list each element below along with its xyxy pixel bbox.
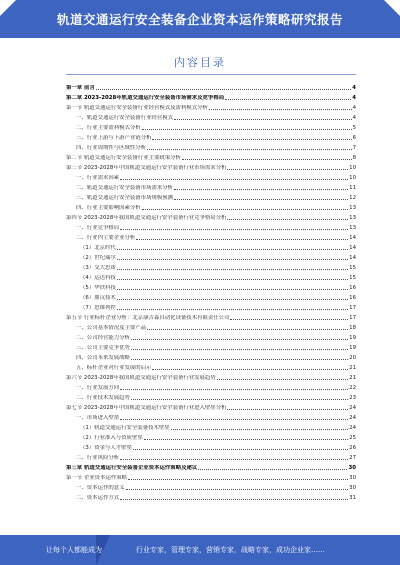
toc-entry-page: 17 [349,305,356,311]
toc-entry[interactable] [66,291,356,301]
toc-entry[interactable] [66,301,356,311]
toc-leader-dots [117,259,348,260]
toc-leader-dots [120,389,348,390]
toc-leader-dots [131,349,348,350]
toc-leader-dots [133,449,348,450]
toc-entry-page: 4 [352,115,356,121]
toc-entry-page: 4 [352,85,356,91]
toc-leader-dots [174,189,348,190]
toc-entry[interactable] [66,441,356,451]
toc-entry[interactable] [66,91,356,101]
toc-entry-text: （6）鼎汉技术 [80,295,116,301]
toc-leader-dots [126,489,349,490]
toc-entry-page: 21 [349,365,356,371]
toc-entry[interactable] [66,81,356,91]
toc-entry-page: 14 [349,235,356,241]
toc-leader-dots [117,309,348,310]
toc-entry[interactable] [66,271,356,281]
toc-leader-dots [147,329,348,330]
toc-entry[interactable] [66,251,356,261]
toc-entry-text: 一、行业竞争格局 [76,225,120,231]
toc-entry-page: 10 [349,175,356,181]
toc-entry-text: 第三节 2023-2028年中国轨道交通运行安全装备行业市场需求分析 [66,165,227,171]
toc-entry-page: 14 [349,255,356,261]
toc-entry-text: 四、行业周期性与区域性分析 [76,145,147,151]
toc-entry-page: 15 [349,275,356,281]
toc-entry-text: 第一节 企业资本运作策略 [66,475,128,481]
toc-leader-dots [198,469,347,470]
footer-slogan: 让每个人都能成为 [46,546,102,554]
toc-leader-dots [131,339,348,340]
toc-entry-page: 18 [349,325,356,331]
toc-leader-dots [225,99,351,100]
toc-entry-page: 27 [349,455,356,461]
toc-entry-page: 13 [349,215,356,221]
toc-leader-dots [147,149,351,150]
toc-entry-text: （4）运达科技 [80,275,116,281]
toc-entry-page: 19 [349,345,356,351]
toc-entry-text: 二、行业技术发展趋势 [76,395,130,401]
toc-entry[interactable] [66,411,356,421]
toc-leader-dots [144,439,348,440]
toc-entry-page: 21 [349,375,356,381]
toc-entry[interactable] [66,381,356,391]
toc-leader-dots [217,379,348,380]
report-header [0,0,400,38]
toc-entry[interactable] [66,341,356,351]
toc-entry-page: 24 [349,405,356,411]
toc-leader-dots [117,299,348,300]
toc-entry[interactable] [66,331,356,341]
toc-leader-dots [117,269,348,270]
toc-entry[interactable] [66,431,356,441]
toc-entry-text: 二、资本运作方式 [76,495,120,501]
toc-entry-page: 25 [349,435,356,441]
toc-entry-page: 24 [349,425,356,431]
toc-entry-text: 第四节 2023-2028年我国轨道交通运行安全装备行业竞争格局分析 [66,215,227,221]
toc-entry-page: 6 [352,135,356,141]
toc-leader-dots [142,129,352,130]
toc-entry-text: 第三章 轨道交通运行安全装备企业资本运作策略及建议 [66,465,198,471]
toc-entry[interactable] [66,161,356,171]
toc-entry-text: （1）北京时代 [80,245,116,251]
toc-entry-page: 16 [349,295,356,301]
toc-entry-text: 二、行业风险分析 [76,455,120,461]
toc-entry-text: （3）交大思诺 [80,265,116,271]
toc-entry-page: 16 [349,285,356,291]
toc-entry[interactable] [66,281,356,291]
toc-entry-page: 13 [349,225,356,231]
toc-entry[interactable] [66,371,356,381]
toc-entry[interactable] [66,311,356,321]
toc-entry-text: 四、行业主要影响因素分析 [76,205,141,211]
toc-leader-dots [174,119,352,120]
toc-list [66,81,356,501]
toc-entry-text: （2）世纪瑞尔 [80,255,116,261]
toc-entry-text: 三、轨道交通运行安全装备市场规模预测 [76,195,174,201]
toc-entry[interactable] [66,321,356,331]
footer-services: 行业专家，管理专家，营销专家，战略专家，成功企业家…… [136,546,325,554]
toc-entry[interactable] [66,261,356,271]
toc-entry-text: 第二章 2023-2028年轨道交通运行安全装备市场需求及竞争格局 [66,95,225,101]
toc-entry-page: 30 [349,475,356,481]
toc-entry-text: 四、公司未来发展战略 [76,355,130,361]
toc-entry-page: 24 [349,415,356,421]
report-title: 轨道交通运行安全装备企业资本运作策略研究报告 [56,12,343,27]
toc-leader-dots [117,249,348,250]
toc-leader-dots [131,399,348,400]
toc-entry[interactable] [66,101,356,111]
toc-entry[interactable] [66,451,356,461]
toc-entry[interactable] [66,421,356,431]
toc-entry-page: 22 [349,385,356,391]
toc-leader-dots [227,409,348,410]
toc-leader-dots [120,419,348,420]
toc-entry-text: 三、公司主要竞争优势 [76,345,130,351]
toc-entry-text: 第二节 轨道交通运行安全装备行业主要政策分析 [66,155,181,161]
toc-entry-text: 二、行业主要盈利模式分析 [76,125,141,131]
toc-entry-text: 第五节 行业标杆企业分析：北京康吉森自动化设备技术有限责任公司 [66,315,230,321]
toc-entry-text: 一、公司基本情况及主要产品 [76,325,147,331]
toc-leader-dots [182,159,352,160]
toc-entry-page: 8 [352,155,356,161]
toc-leader-dots [152,139,351,140]
toc-entry-page: 30 [348,465,356,471]
toc-entry-page: 14 [349,245,356,251]
toc-entry[interactable] [66,491,356,501]
toc-entry[interactable] [66,231,356,241]
toc-leader-dots [230,319,348,320]
toc-entry[interactable] [66,481,356,491]
toc-entry[interactable] [66,221,356,231]
toc-entry-page: 4 [352,105,356,111]
toc-entry-page: 10 [349,165,356,171]
toc-entry-text: 三、行业上游与下游产业链分析 [76,135,152,141]
toc-entry-text: （5）华铁科技 [80,285,116,291]
toc-entry-page: 5 [352,125,356,131]
toc-entry-text: （7）思维列控 [80,305,116,311]
toc-entry-text: 一、轨道交通运行安全装备行业经营模式 [76,115,174,121]
toc-leader-dots [152,369,348,370]
toc-entry-page: 30 [349,485,356,491]
toc-entry-text: 第七节 2023-2028年中国轨道交通运行安全装备行业进入壁垒分析 [66,405,227,411]
toc-leader-dots [142,209,348,210]
toc-entry[interactable] [66,111,356,121]
toc-entry-page: 23 [349,395,356,401]
toc-entry-text: 一、市场进入壁垒 [76,415,120,421]
toc-entry-page: 17 [349,315,356,321]
toc-leader-dots [209,109,352,110]
toc-entry[interactable] [66,391,356,401]
toc-leader-dots [128,479,348,480]
toc-leader-dots [227,169,348,170]
toc-entry[interactable] [66,361,356,371]
toc-entry-text: 第一章 前言 [66,85,95,91]
toc-entry-text: 二、行业内主要企业分析 [76,235,136,241]
toc-entry-page: 12 [349,195,356,201]
toc-leader-dots [227,219,348,220]
toc-entry[interactable] [66,191,356,201]
toc-leader-dots [131,359,348,360]
toc-entry-page: 4 [352,95,356,101]
toc-leader-dots [117,279,348,280]
toc-entry-page: 15 [349,265,356,271]
toc-leader-dots [174,199,348,200]
toc-leader-dots [120,499,348,500]
toc-entry-text: 五、标杆企业对行业发展的启示 [76,365,152,371]
toc-entry[interactable] [66,351,356,361]
toc-entry-page: 13 [349,205,356,211]
toc-entry-text: （1）轨道交通运行安全装备技术壁垒 [80,425,170,431]
toc-entry-page: 20 [349,355,356,361]
toc-entry-page: 7 [352,145,356,151]
toc-leader-dots [120,179,348,180]
page-footer [0,535,400,565]
toc-entry[interactable] [66,401,356,411]
toc-entry-text: 一、资本运作的意义 [76,485,125,491]
toc-entry[interactable] [66,141,356,151]
toc-entry-text: （2）行业准入与资质壁垒 [80,435,143,441]
toc-entry-text: 二、公司经营能力分析 [76,335,130,341]
toc-entry-text: 第六节 2023-2028年我国轨道交通运行安全装备行业发展趋势 [66,375,216,381]
toc-entry[interactable] [66,151,356,161]
toc-entry-page: 26 [349,445,356,451]
toc-entry[interactable] [66,461,356,471]
toc-entry[interactable] [66,201,356,211]
toc-entry[interactable] [66,181,356,191]
toc-entry-text: 第一节 轨道交通运行安全装备行业经营模式及盈利模式分析 [66,105,208,111]
toc-leader-dots [117,289,348,290]
toc-entry-text: 一、行业需求因素 [76,175,120,181]
toc-entry[interactable] [66,131,356,141]
toc-leader-dots [171,429,348,430]
toc-entry-text: 一、行业发展方向 [76,385,120,391]
toc-entry[interactable] [66,241,356,251]
toc-entry-page: 31 [349,495,356,501]
toc-entry-page: 19 [349,335,356,341]
toc-leader-dots [120,459,348,460]
toc-entry-text: （3）资金与人才壁垒 [80,445,132,451]
toc-entry[interactable] [66,121,356,131]
toc-leader-dots [120,229,348,230]
toc-divider [66,74,356,75]
toc-entry-text: 二、轨道交通运行安全装备市场需求分析 [76,185,174,191]
toc-entry-page: 11 [349,185,356,191]
toc-heading: 内容目录 [174,56,226,69]
toc-leader-dots [136,239,348,240]
toc-entry[interactable] [66,171,356,181]
toc-entry[interactable] [66,471,356,481]
toc-leader-dots [96,89,351,90]
toc-entry[interactable] [66,211,356,221]
